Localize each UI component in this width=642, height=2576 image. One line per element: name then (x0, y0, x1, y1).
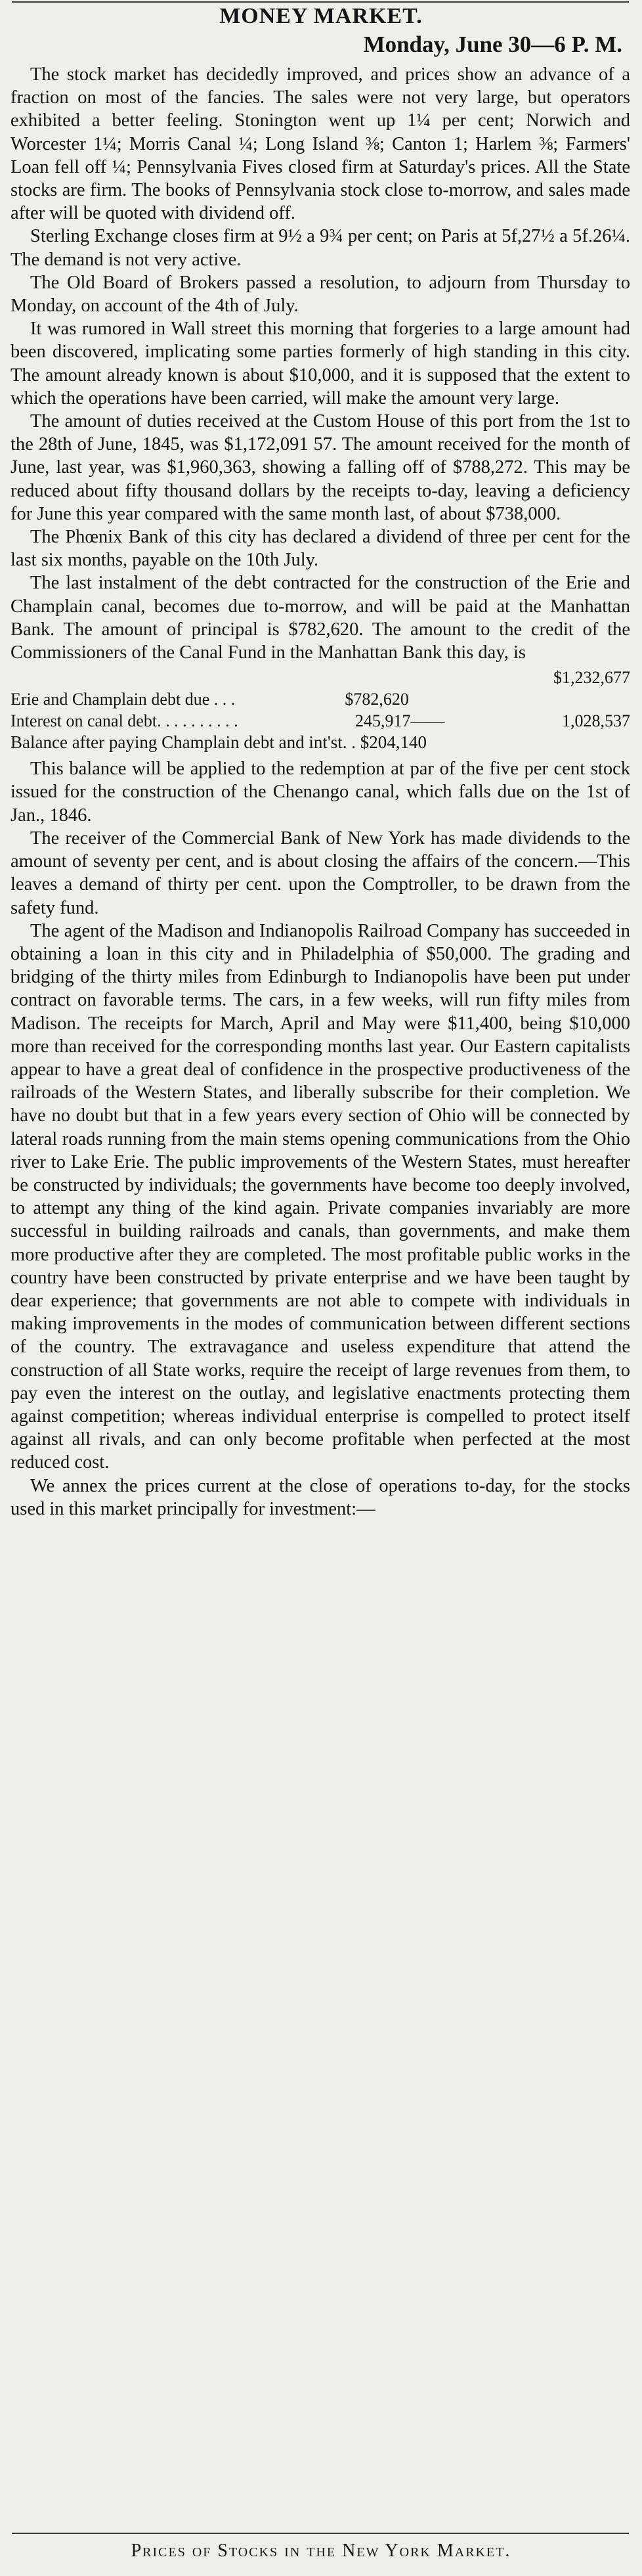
paragraph-custom-house: The amount of duties received at the Custom House of this port from the 1st to the 28th of June, 1845, was $1,172,091 57. The amount received for the month of June, last year, was $1,960,363, showing a falling off of $788,272. This may be reduced about fifty thousand dollars by the receipts to-day, leaving a deficiency for June this year compared with the same month last, of about $738,000. (11, 411, 630, 524)
row-value: $782,620 (345, 690, 409, 709)
row-value: 245,917—— (355, 711, 445, 731)
paragraph-stock-market: The stock market has decidedly improved, and prices show an advance of a fraction on most of the fancies. The sales were not very large, but operators exhibited a better feeling. Stonington went up 1¼ per cent; Norwich and Worcester 1¼; Morris Canal ¼; Long Island ⅜; Canton 1; Harlem ⅜; Farmers' Loan fell off ¼; Pennsylvania Fives closed firm at Saturday's prices. All the State stocks are firm. The books of Pennsylvania stock close to-morrow, and sales made after will be quoted with dividend off. (11, 64, 630, 224)
paragraph-forgeries: It was rumored in Wall street this morning that forgeries to a large amount had been discovered, implicating some parties formerly of high standing in this city. The amount already known is about $10,000, and it is supposed that the extent to which the operations have been carried, will make the amount very large. (11, 319, 630, 409)
dateline: Monday, June 30—6 P. M. (363, 32, 622, 57)
table-total-line (11, 667, 630, 688)
article-body (11, 63, 630, 1521)
paragraph-canal-debt: The last instalment of the debt contracted for the construction of the Erie and Champlain canal, becomes due to-morrow, and will be paid at the Manhattan Bank. The amount of principal is $782,620. The amount to the credit of the Commissioners of the Canal Fund in the Manhattan Bank this day, is (11, 573, 630, 663)
paragraph-phoenix-bank: The Phœnix Bank of this city has declared a dividend of three per cent for the last six months, payable on the 10th July. (11, 527, 630, 571)
paragraph-railroad: The agent of the Madison and Indianopolis Railroad Company has succeeded in obtaining a loan in this city and in Philadelphia of $50,000. The grading and bridging of the thirty miles from Edinburgh to Indianopolis have been put under contract on favorable terms. The cars, in a few weeks, will run fifty miles from Madison. The receipts for March, April and May were $11,400, being $10,000 more than received for the corresponding months last year. Our Eastern capitalists appear to have a great deal of confidence in the prospective productiveness of the railroads of the Western States, and liberally subscribe for their completion. We have no doubt but that in a few years every section of Ohio will be connected by lateral roads running from the main stems opening communications from the Ohio river to Lake Erie. The public improvements of the Western States, must hereafter be constructed by individuals; the governments have become too deeply involved, to attempt any thing of the kind again. Private companies invariably are more successful in building railroads and canals, than governments, and make them more productive after they are completed. The most profitable public works in the country have been constructed by private enterprise and we have been taught by dear experience; that governments are not able to compete with individuals in making improvements in the modes of communication between different sections of the country. The extravagance and useless expenditure that attend the construction of all State works, require the receipt of large revenues from them, to pay even the interest on the outlay, and legislative enactments protecting them against competition; whereas individual enterprise is compelled to protect itself against all rivals, and can only become profitable when perfected at the most reduced cost. (11, 920, 630, 1473)
bottom-rule (12, 2533, 629, 2534)
paragraph-commercial-bank: The receiver of the Commercial Bank of New York has made dividends to the amount of seventy per cent, and is about closing the affairs of the concern.—This leaves a demand of thirty per cent. upon the Comptroller, to be drawn from the safety fund. (11, 828, 630, 918)
prices-table-title: Prices of Stocks in the New York Market. (131, 2541, 511, 2561)
row-label: Erie and Champlain debt due . . . (11, 690, 236, 709)
balance-text: Balance after paying Champlain debt and int'st. . $204,140 (11, 732, 427, 753)
section-title: MONEY MARKET. (219, 4, 423, 28)
paragraph-old-board: The Old Board of Brokers passed a resolution, to adjourn from Thursday to Monday, on account of the 4th of July. (11, 272, 630, 317)
total-value: $1,232,677 (553, 668, 630, 688)
row-total: 1,028,537 (561, 711, 630, 731)
paragraph-prices-intro: We annex the prices current at the close of operations to-day, for the stocks used in this market principally for investment:— (11, 1475, 630, 1519)
top-rule (12, 1, 629, 3)
table-row (11, 710, 630, 732)
paragraph-exchange: Sterling Exchange closes firm at 9½ a 9¾ per cent; on Paris at 5f,27½ a 5f.26¼. The demand is not very active. (11, 226, 630, 270)
row-label: Interest on canal debt. . . . . . . . . . (11, 711, 238, 731)
table-row (11, 688, 630, 710)
canal-fund-table (11, 667, 630, 753)
balance-line (11, 732, 630, 753)
paragraph-balance: This balance will be applied to the redemption at par of the five per cent stock issued for the construction of the Chenango canal, which falls due on the 1st of Jan., 1846. (11, 759, 630, 826)
